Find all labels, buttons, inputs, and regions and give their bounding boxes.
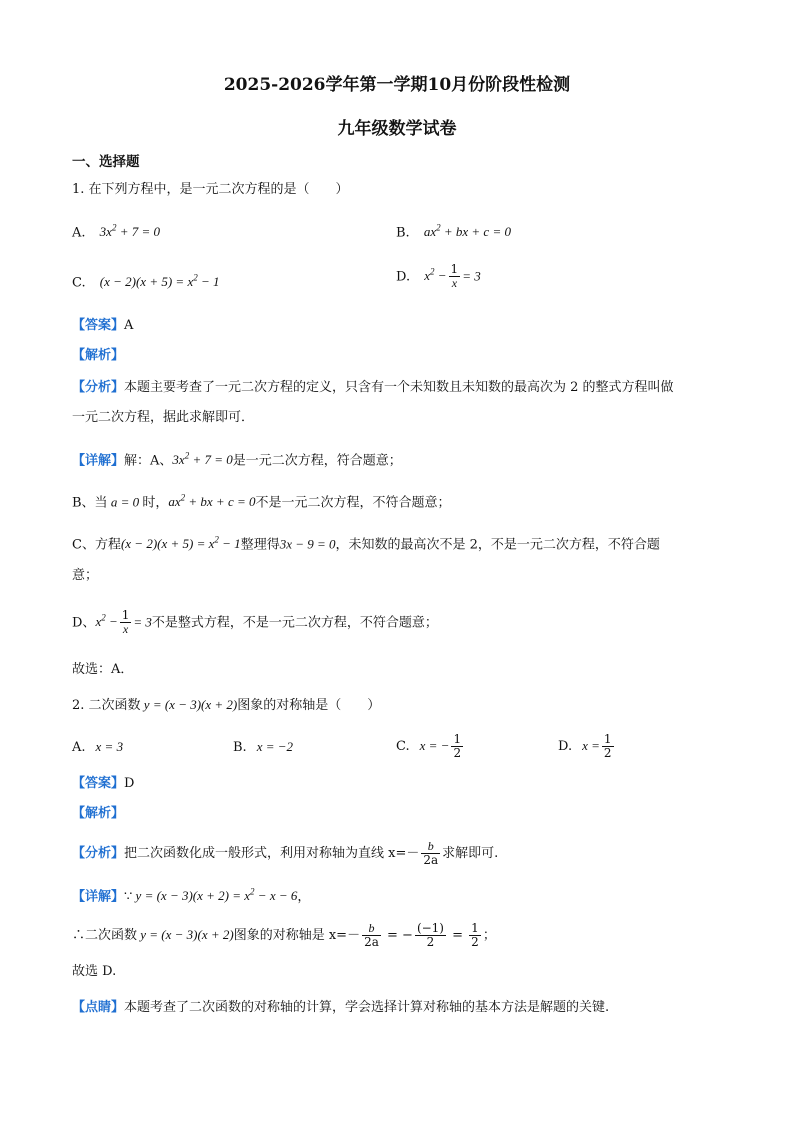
page-subtitle: 九年级数学试卷 xyxy=(337,119,457,139)
q1-option-d-label: D. xyxy=(396,269,411,285)
q2-dianjing: 【点睛】本题考查了二次函数的对称轴的计算，学会选择计算对称轴的基本方法是解题的关键. xyxy=(72,1000,610,1015)
q2-option-d[interactable]: D. x = $\frac{1}{2}$ xyxy=(558,732,612,760)
q2-analysis: 【解析】 xyxy=(72,806,125,821)
q1-fenxi-cont: 一元二次方程，据此求解即可． xyxy=(72,410,255,425)
q2-fenxi: 【分析】把二次函数化成一般形式，利用对称轴为直线 x=－ $\frac{b}{2a}$ 求解即可. xyxy=(72,839,499,867)
q2-detail-1: 【详解】∵ $y = (x - 3)(x + 2) = x^2 - x - 6$， xyxy=(72,887,311,905)
answer-tag: 【答案】 xyxy=(72,318,125,333)
q1-conclusion: 故选：A． xyxy=(72,662,134,677)
q1-detail-d: D、$x^2$ − $\frac{1}{x}$ = 3不是整式方程，不是一元二次方程，不符合题意； xyxy=(72,608,438,637)
q1-option-d[interactable]: D. $x^2$ − $\frac{1}{x}$ = 3 xyxy=(396,262,481,291)
q2-option-c[interactable]: C. x = − $\frac{1}{2}$ xyxy=(396,732,462,760)
q1-detail-c-end: 意； xyxy=(72,568,99,583)
q1-stem: 1. 在下列方程中，是一元二次方程的是（ ） xyxy=(72,182,349,197)
q2-option-a[interactable]: A. x = 3 xyxy=(72,739,124,755)
q1-option-a[interactable]: A. $3x^2 + 7 = 0$ xyxy=(72,223,160,241)
q1-option-b[interactable]: B. $ax^2$ + bx + c = 0 xyxy=(396,223,511,241)
section-heading: 一、选择题 xyxy=(72,154,140,170)
q1-analysis: 【解析】 xyxy=(72,348,125,363)
q1-detail-b: B、当 a = 0 时，$ax^2$ + bx + c = 0不是一元二次方程，不符合题意； xyxy=(72,493,451,511)
q2-answer: 【答案】D xyxy=(72,776,135,791)
q1-option-a-label: A. xyxy=(72,225,86,241)
q1-answer: 【答案】A xyxy=(72,318,134,333)
page-title: 2025-2026学年第一学期10月份阶段性检测 xyxy=(223,75,571,95)
q1-detail-c: C、方程$(x - 2)(x + 5) = x^2 - 1$整理得3x − 9 = 0，未知数的最高次不是 2，不是一元二次方程，不符合题 xyxy=(72,535,660,553)
q1-option-c[interactable]: C. $(x - 2)(x + 5) = x^2 - 1$ xyxy=(72,273,220,291)
q2-stem: 2. 二次函数 y = (x − 3)(x + 2)图象的对称轴是（ ） xyxy=(72,697,381,713)
q1-option-c-label: C. xyxy=(72,275,86,291)
q1-detail-a: 【详解】解：A、$3x^2 + 7 = 0$是一元二次方程，符合题意； xyxy=(72,451,402,469)
q2-conclusion: 故选 D. xyxy=(72,964,117,979)
q1-option-b-label: B. xyxy=(396,225,410,241)
q2-detail-2: ∴二次函数 y = (x − 3)(x + 2)图象的对称轴是 x=－ $\frac{b}{2a}$ = − $\frac{(-1)}{2}$ = $\frac{1}{2}$ ； xyxy=(72,921,496,949)
q1-fenxi: 【分析】本题主要考查了一元二次方程的定义，只含有一个未知数且未知数的最高次为 2 的整式方程叫做 xyxy=(72,380,674,395)
q2-option-b[interactable]: B. x = −2 xyxy=(233,739,294,755)
